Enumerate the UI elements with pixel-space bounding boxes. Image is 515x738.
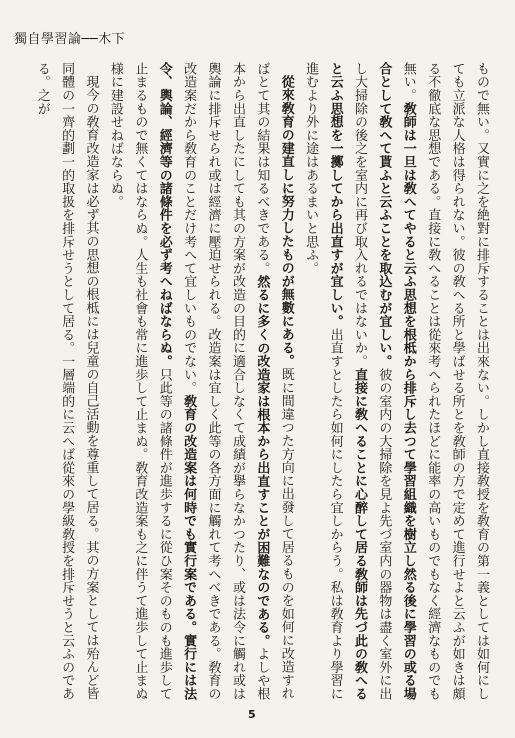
text-run: 既に間違つた方向に出發して居るものを如何に改造すればとて其の結果は知るべきである。	[254, 62, 294, 701]
text-run: 只此等の諸條件が進歩するに從ひ案そのものも進歩して止まるもので無くてはならぬ。人生も社會も常に進歩して止まぬ。敎育改造案も之に伴うて進歩して止まぬ様に建設せねばならぬ。	[107, 62, 172, 701]
text-run: 出直すとしたら如何にしたら宜しからう。私は敎育より學習に進むより外に途はあるまいと思ふ。	[303, 62, 343, 701]
text-run: 現今の敎育改造家は必ず其の思想の根柢には兒童の自己活動を尊重して居る。其の方案としては殆んど皆同體の一齊的劃一的取扱を排斥せうとして居る。一層端的に云へば從來の學級敎授を排斥せうと云ふのである。之が	[34, 62, 99, 701]
text-run: 改造案は宜しく此等の各方面に觸れて考へべきである。敎育の改造案だから敎育のことだけ考へて宜しいものでない。	[181, 62, 221, 701]
paragraph	[103, 62, 298, 702]
paragraph	[298, 62, 493, 702]
running-head: 獨自學習論──木下	[14, 32, 126, 47]
text-run: もので無い。又實に之を絶對に排斥することは出來ない。しかし直接敎授を敎育の第一義としては如何にしても立派な人格は得られない。彼の敎へる所と學ばせる所とを敎師の方で定めて進行せよと云ふが如きは頗る不徹底な思想である。直接に敎へることは從來考へられたほどに能率の高いものでもなく經濟なものでも無い。	[400, 62, 489, 701]
emphasized-text: 敎師は一旦は敎へてやると云ふ思想を根柢から排斥し去つて學習組織を樹立し然る後に學習の或る場合として敎へて貰ふと云ふことを取込むが宜しい。	[376, 62, 416, 701]
emphasized-text: 敎育の改造案は何時でも實行案である。實行には法令、輿論、經濟等の諸條件を必ず考へねばならぬ。	[156, 62, 197, 701]
paragraph	[29, 62, 102, 702]
text-run: 彼の室内の大掃除を見よ先づ室内の器物は盡く室外に出し大掃除の後之を室内に再び取入れるではないか。	[351, 62, 392, 701]
emphasized-text: 從來敎育の建直しに努力したものが無數にある。	[278, 75, 294, 368]
emphasized-text: 然るに多くの改造家は根本から出直すことが困難なのである。	[254, 274, 270, 648]
body-text	[13, 62, 493, 702]
emphasized-text: 直接に敎へることに心醉して居る敎師は先づ此の敎へると云ふ思想を一擲してから出直すが宜しい。	[327, 62, 367, 701]
text-run: よしや根本から出直したにしても其の方案が改造の目的に適合しなくて成績が擧らなかつたり、或は法令に觸れ或は輿論に排斥せられ或は經濟に壓迫せられる。	[205, 62, 270, 701]
page-number: 5	[248, 708, 256, 721]
